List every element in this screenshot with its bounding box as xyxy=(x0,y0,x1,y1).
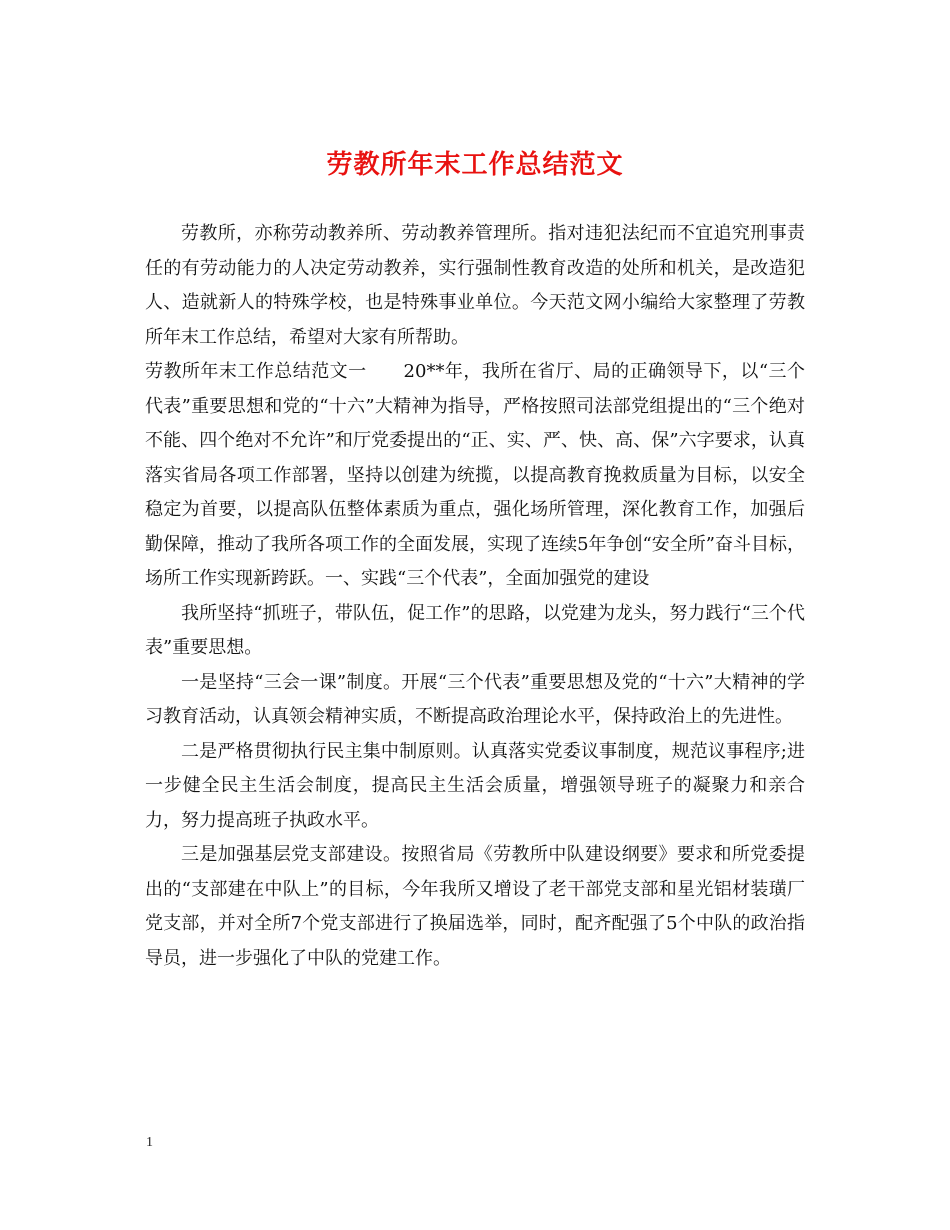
document-body xyxy=(145,217,805,976)
paragraph-point-two: 二是严格贯彻执行民主集中制原则。认真落实党委议事制度，规范议事程序;进一步健全民主生活会制度，提高民主生活会质量，增强领导班子的凝聚力和亲合力，努力提高班子执政水平。 xyxy=(145,740,805,831)
paragraph-point-one: 一是坚持“三会一课”制度。开展“三个代表”重要思想及党的“十六”大精神的学习教育活动，认真领会精神实质，不断提高政治理论水平，保持政治上的先进性。 xyxy=(145,671,805,727)
paragraph-sample-one: 劳教所年末工作总结范文一 20**年，我所在省厅、局的正确领导下，以“三个代表”重要思想和党的“十六”大精神为指导，严格按照司法部党组提出的“三个绝对不能、四个绝对不允许”和厅党委提出的“正、实、严、快、高、保”六字要求，认真落实省局各项工作部署，坚持以创建为统揽，以提高教育挽救质量为目标，以安全稳定为首要，以提高队伍整体素质为重点，强化场所管理，深化教育工作，加强后勤保障，推动了我所各项工作的全面发展，实现了连续5年争创“安全所”奋斗目标，场所工作实现新跨跃。一、实践“三个代表”，全面加强党的建设 xyxy=(145,361,805,589)
document-title: 劳教所年末工作总结范文 xyxy=(326,150,624,180)
paragraph-party-building: 我所坚持“抓班子，带队伍，促工作”的思路，以党建为龙头，努力践行“三个代表”重要思想。 xyxy=(145,602,805,658)
paragraph-intro: 劳教所，亦称劳动教养所、劳动教养管理所。指对违犯法纪而不宜追究刑事责任的有劳动能力的人决定劳动教养，实行强制性教育改造的处所和机关，是改造犯人、造就新人的特殊学校，也是特殊事业单位。今天范文网小编给大家整理了劳教所年末工作总结，希望对大家有所帮助。 xyxy=(145,223,805,348)
page-number: 1 xyxy=(146,1135,153,1150)
paragraph-point-three: 三是加强基层党支部建设。按照省局《劳教所中队建设纲要》要求和所党委提出的“支部建在中队上”的目标，今年我所又增设了老干部党支部和星光铝材装璜厂党支部，并对全所7个党支部进行了换届选举，同时，配齐配强了5个中队的政治指导员，进一步强化了中队的党建工作。 xyxy=(145,844,805,969)
